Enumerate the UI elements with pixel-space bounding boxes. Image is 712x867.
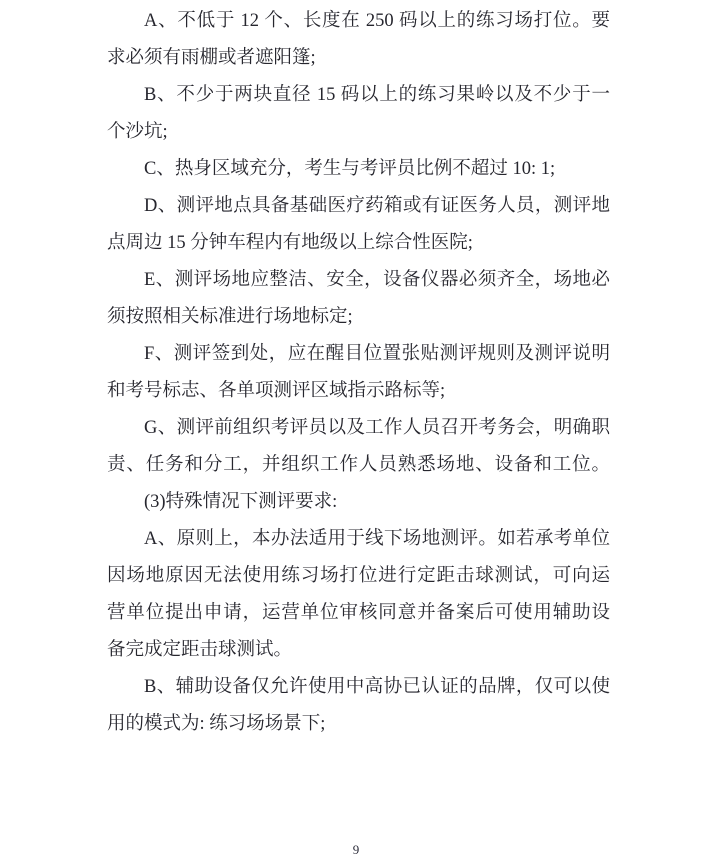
document-body xyxy=(107,3,610,743)
text-line: F、测评签到处，应在醒目位置张贴测评规则及测评说明 xyxy=(144,344,610,364)
text-line: 个沙坑; xyxy=(107,122,168,142)
text-line: A、不低于 12 个、长度在 250 码以上的练习场打位。要 xyxy=(144,11,610,31)
text-line: 用的模式为: 练习场场景下; xyxy=(107,714,326,734)
text-line: 因场地原因无法使用练习场打位进行定距击球测试，可向运 xyxy=(107,566,610,586)
text-line: 须按照相关标准进行场地标定; xyxy=(107,307,353,327)
text-line: A、原则上，本办法适用于线下场地测评。如若承考单位 xyxy=(144,529,610,549)
text-line: B、不少于两块直径 15 码以上的练习果岭以及不少于一 xyxy=(144,85,610,105)
text-line: C、热身区域充分，考生与考评员比例不超过 10: 1; xyxy=(144,159,556,179)
text-line: (3)特殊情况下测评要求: xyxy=(144,492,338,512)
text-line: D、测评地点具备基础医疗药箱或有证医务人员，测评地 xyxy=(144,196,610,216)
page-number: 9 xyxy=(352,842,360,857)
text-line: G、测评前组织考评员以及工作人员召开考务会，明确职 xyxy=(144,418,610,438)
text-line: 点周边 15 分钟车程内有地级以上综合性医院; xyxy=(107,233,473,253)
text-line: 备完成定距击球测试。 xyxy=(107,640,293,660)
text-line: 营单位提出申请，运营单位审核同意并备案后可使用辅助设 xyxy=(107,603,610,623)
text-line: E、测评场地应整洁、安全，设备仪器必须齐全，场地必 xyxy=(144,270,610,290)
text-line: 和考号标志、各单项测评区域指示路标等; xyxy=(107,381,446,401)
text-line: B、辅助设备仅允许使用中高协已认证的品牌，仅可以使 xyxy=(144,677,610,697)
text-line: 求必须有雨棚或者遮阳篷; xyxy=(107,48,316,68)
text-line: 责、任务和分工，并组织工作人员熟悉场地、设备和工位。 xyxy=(107,455,610,475)
